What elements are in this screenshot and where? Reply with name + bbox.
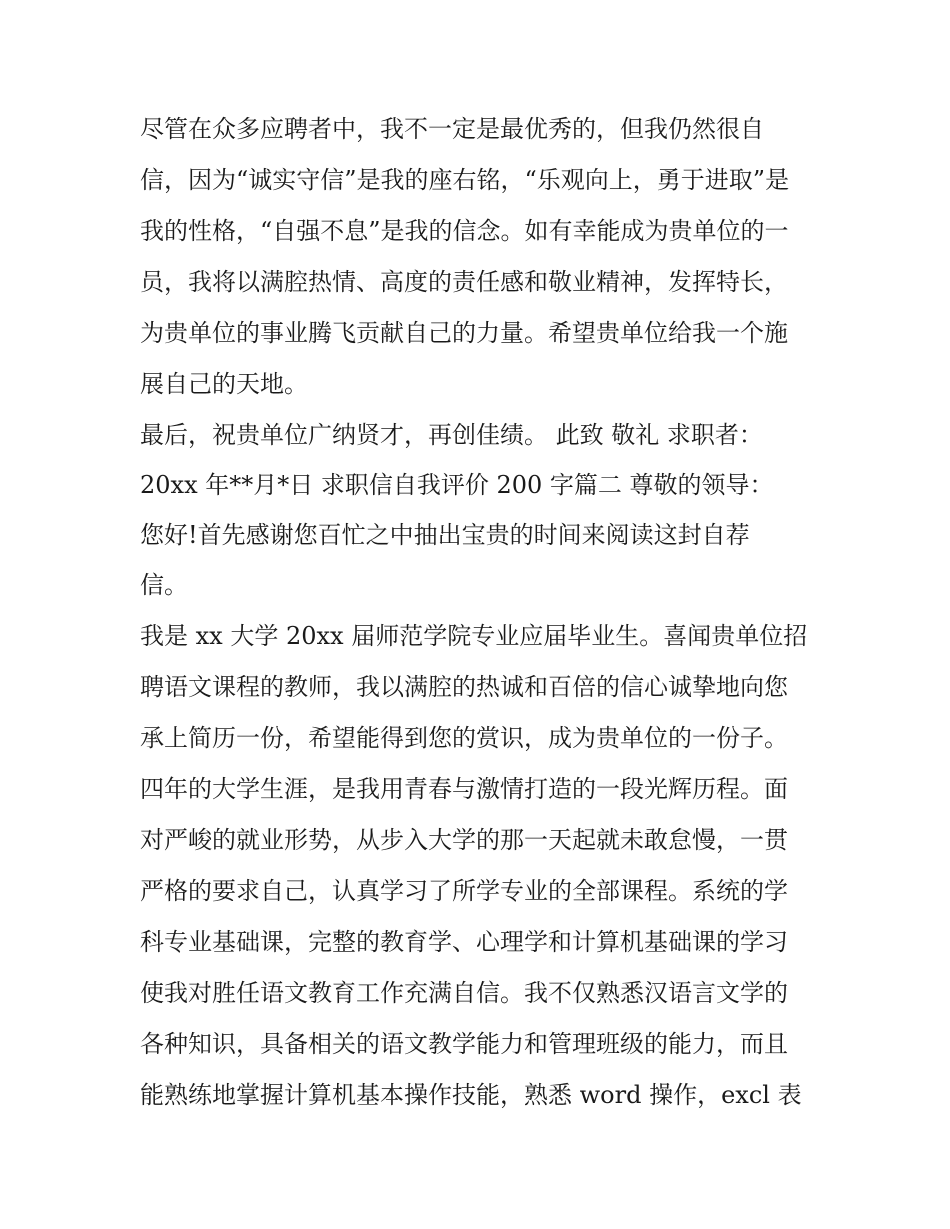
text-line: 尽管在众多应聘者中，我不一定是最优秀的，但我仍然很自 xyxy=(140,115,764,143)
text-line: 您好!首先感谢您百忙之中抽出宝贵的时间来阅读这封自荐 xyxy=(140,521,750,549)
text-line: 使我对胜任语文教育工作充满自信。我不仅熟悉汉语言文学的 xyxy=(140,979,788,1007)
text-line: 为贵单位的事业腾飞贡献自己的力量。希望贵单位给我一个施 xyxy=(140,319,788,347)
text-line: 科专业基础课，完整的教育学、心理学和计算机基础课的学习 xyxy=(140,928,788,956)
text-line: 员，我将以满腔热情、高度的责任感和敬业精神，发挥特长， xyxy=(140,268,788,296)
text-line: 信，因为“诚实守信”是我的座右铭，“乐观向上，勇于进取”是 xyxy=(140,166,790,194)
text-line: 四年的大学生涯，是我用青春与激情打造的一段光辉历程。面 xyxy=(140,775,788,803)
text-line: 信。 xyxy=(140,571,188,599)
text-line: 对严峻的就业形势，从步入大学的那一天起就未敢怠慢，一贯 xyxy=(140,826,788,854)
text-line: 20xx 年**月*日 求职信自我评价 200 字篇二 尊敬的领导： xyxy=(140,471,774,499)
text-line: 展自己的天地。 xyxy=(140,370,308,398)
text-line: 聘语文课程的教师，我以满腔的热诚和百倍的信心诚挚地向您 xyxy=(140,673,788,701)
text-line: 我的性格，“自强不息”是我的信念。如有幸能成为贵单位的一 xyxy=(140,217,789,245)
text-line: 严格的要求自己，认真学习了所学专业的全部课程。系统的学 xyxy=(140,877,788,905)
text-line: 能熟练地掌握计算机基本操作技能，熟悉 word 操作，excl 表 xyxy=(140,1081,802,1109)
text-line: 最后，祝贵单位广纳贤才，再创佳绩。 此致 敬礼 求职者： xyxy=(140,421,763,449)
text-line: 我是 xx 大学 20xx 届师范学院专业应届毕业生。喜闻贵单位招 xyxy=(140,622,808,650)
text-line: 各种知识，具备相关的语文教学能力和管理班级的能力，而且 xyxy=(140,1030,788,1058)
text-line: 承上简历一份，希望能得到您的赏识，成为贵单位的一份子。 xyxy=(140,724,788,752)
